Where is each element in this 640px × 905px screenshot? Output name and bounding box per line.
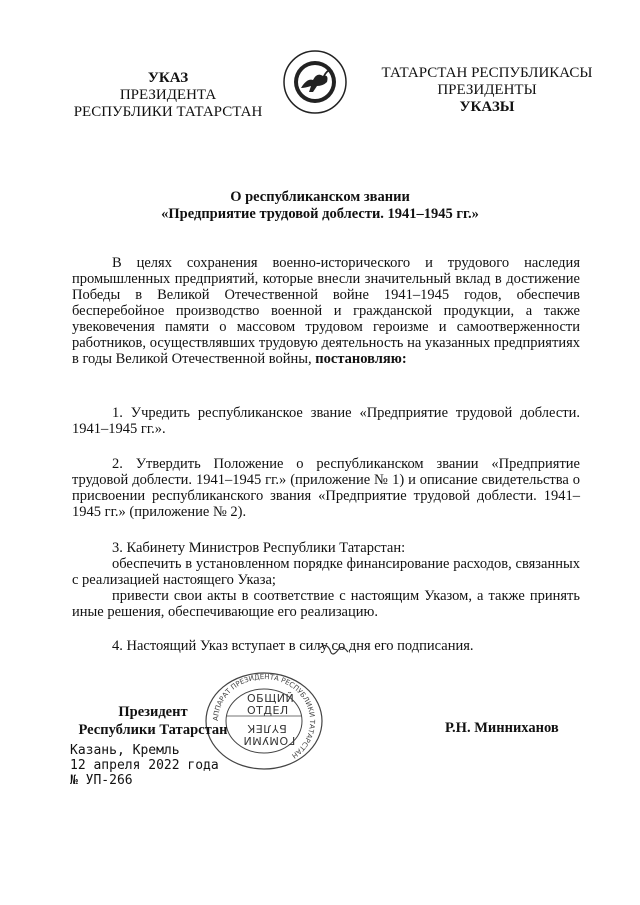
- signatory-position-line-1: Президент: [118, 704, 188, 720]
- preamble: [72, 255, 580, 367]
- item-4-text: 4. Настоящий Указ вступает в силу со дня его подписания.: [112, 638, 474, 654]
- title-line-1: О республиканском звании: [230, 189, 410, 205]
- item-3-b: привести свои акты в соответствие с настоящим Указом, а также принять иные решения, обеспечивающие его реализацию.: [72, 588, 580, 620]
- item-2: [72, 456, 580, 520]
- emblem-ring-text: ТАТАРСТАН: [308, 95, 339, 112]
- document-title: [60, 189, 580, 223]
- tatarstan-emblem-icon: [283, 50, 347, 114]
- header-right: [364, 65, 610, 116]
- item-3-heading: 3. Кабинету Министров Республики Татарстан:: [112, 540, 406, 556]
- header-left-line-3: РЕСПУБЛИКИ ТАТАРСТАН: [73, 104, 263, 120]
- signatory-position: [78, 703, 228, 739]
- issue-details: [70, 743, 219, 788]
- stamp-ring-text: АППАРАТ ПРЕЗИДЕНТА РЕСПУБЛИКИ ТАТАРСТАН: [211, 672, 317, 760]
- handwritten-initial-mark: [318, 640, 358, 662]
- preamble-paragraph: [72, 255, 580, 367]
- decree-word: постановляю:: [315, 351, 407, 367]
- header-left: [68, 70, 268, 121]
- stamp-line-3: БҮЛЕК: [247, 722, 287, 735]
- header-left-line-1: УКАЗ: [147, 70, 189, 86]
- header-left-line-2: ПРЕЗИДЕНТА: [119, 87, 217, 103]
- preamble-text: В целях сохранения военно-исторического и трудового наследия промышленных предприятий, которые внесли значительный вклад в достижение Победы в Великой Отечественной войне 1941–1945 годов, обеспечив бесперебойное производство военной и гражданской продукции, а также увековечения памяти о массовом трудовом героизме и самоотверженности работников, осуществлявших трудовую деятельность на указанных предприятиях в годы Великой Отечественной войны,: [72, 255, 580, 367]
- item-1: [72, 405, 580, 437]
- item-3: [72, 540, 580, 620]
- item-3-a: обеспечить в установленном порядке финансирование расходов, связанных с реализацией настоящего Указа;: [72, 556, 580, 588]
- signatory-position-line-2: Республики Татарстан: [78, 722, 228, 738]
- header-right-line-3: УКАЗЫ: [459, 99, 515, 115]
- stamp-line-2: ОТДЕЛ: [247, 704, 289, 717]
- stamp-line-4: ГОМУМИ: [243, 734, 296, 747]
- issue-date: 12 апреля 2022 года: [70, 758, 219, 773]
- header-right-line-1: ТАТАРСТАН РЕСПУБЛИКАСЫ: [381, 65, 593, 81]
- issue-place: Казань, Кремль: [70, 743, 180, 758]
- title-line-2: «Предприятие трудовой доблести. 1941–1945 гг.»: [161, 206, 479, 222]
- item-1-text: 1. Учредить республиканское звание «Предприятие трудовой доблести. 1941–1945 гг.».: [72, 405, 580, 437]
- signatory-name: Р.Н. Минниханов: [445, 720, 559, 736]
- stamp-line-1: ОБЩИЙ: [247, 692, 295, 705]
- issue-number: № УП-266: [70, 773, 133, 788]
- header-right-line-2: ПРЕЗИДЕНТЫ: [437, 82, 537, 98]
- item-2-text: 2. Утвердить Положение о республиканском звании «Предприятие трудовой доблести. 1941–1945 гг.» (приложение № 1) и описание свидетельства о присвоении республиканского звания «Предприятие трудовой доблести. 1941–1945 гг.» (приложение № 2).: [72, 456, 580, 520]
